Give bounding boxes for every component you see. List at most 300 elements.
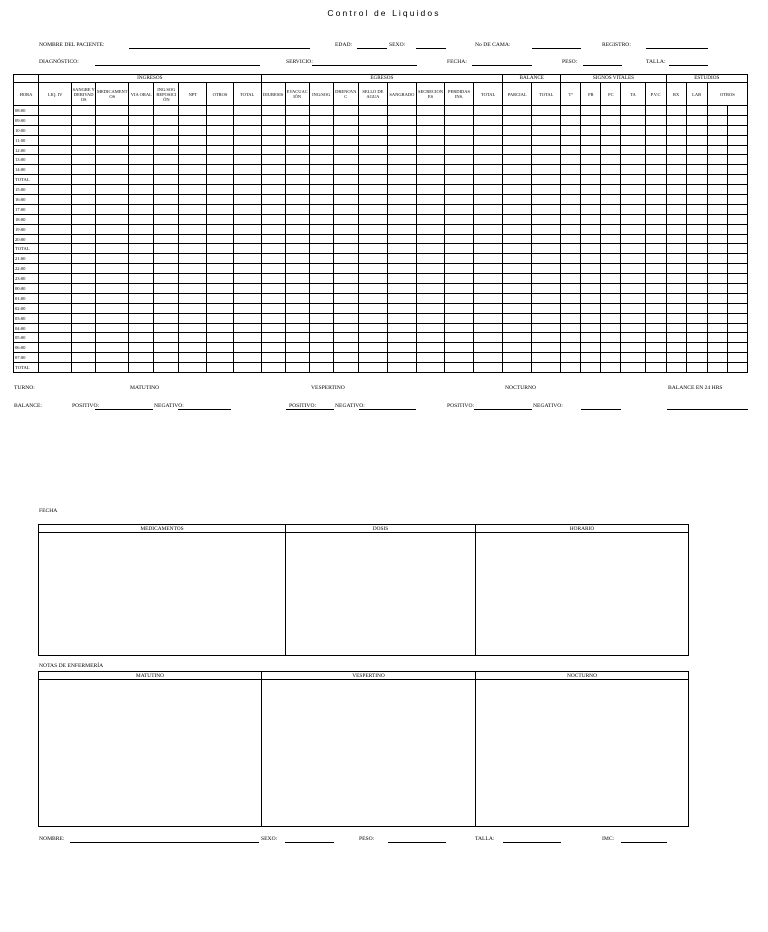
entry-cell[interactable] (39, 284, 72, 294)
bed-field[interactable] (532, 48, 581, 49)
entry-cell[interactable] (129, 185, 154, 195)
entry-cell[interactable] (207, 195, 233, 205)
entry-cell[interactable] (261, 165, 285, 175)
entry-cell[interactable] (601, 135, 621, 145)
entry-cell[interactable] (387, 214, 416, 224)
entry-cell[interactable] (72, 204, 96, 214)
entry-cell[interactable] (285, 254, 309, 264)
entry-cell[interactable] (561, 234, 581, 244)
entry-cell[interactable] (707, 165, 727, 175)
entry-cell[interactable] (532, 274, 561, 284)
entry-cell[interactable] (686, 343, 707, 353)
entry-cell[interactable] (727, 293, 747, 303)
entry-cell[interactable] (503, 313, 532, 323)
entry-cell[interactable] (261, 264, 285, 274)
entry-cell[interactable] (207, 234, 233, 244)
entry-cell[interactable] (707, 185, 727, 195)
entry-cell[interactable] (261, 313, 285, 323)
entry-cell[interactable] (503, 343, 532, 353)
entry-cell[interactable] (581, 313, 601, 323)
entry-cell[interactable] (445, 106, 474, 116)
entry-cell[interactable] (601, 353, 621, 363)
entry-cell[interactable] (416, 135, 444, 145)
entry-cell[interactable] (333, 214, 358, 224)
entry-cell[interactable] (387, 264, 416, 274)
entry-cell[interactable] (129, 125, 154, 135)
entry-cell[interactable] (621, 244, 645, 254)
entry-cell[interactable] (285, 353, 309, 363)
entry-cell[interactable] (154, 343, 179, 353)
entry-cell[interactable] (727, 333, 747, 343)
entry-cell[interactable] (416, 254, 444, 264)
entry-cell[interactable] (309, 165, 333, 175)
entry-cell[interactable] (532, 284, 561, 294)
entry-cell[interactable] (233, 293, 261, 303)
entry-cell[interactable] (645, 284, 666, 294)
entry-cell[interactable] (333, 155, 358, 165)
entry-cell[interactable] (233, 214, 261, 224)
entry-cell[interactable] (581, 264, 601, 274)
entry-cell[interactable] (707, 204, 727, 214)
entry-cell[interactable] (39, 234, 72, 244)
entry-cell[interactable] (233, 323, 261, 333)
entry-cell[interactable] (666, 293, 686, 303)
entry-cell[interactable] (445, 214, 474, 224)
entry-cell[interactable] (645, 274, 666, 284)
footer-name-field[interactable] (70, 842, 259, 843)
entry-cell[interactable] (621, 343, 645, 353)
entry-cell[interactable] (666, 204, 686, 214)
entry-cell[interactable] (445, 284, 474, 294)
entry-cell[interactable] (727, 224, 747, 234)
entry-cell[interactable] (445, 254, 474, 264)
entry-cell[interactable] (261, 185, 285, 195)
entry-cell[interactable] (154, 234, 179, 244)
entry-cell[interactable] (601, 284, 621, 294)
entry-cell[interactable] (309, 195, 333, 205)
entry-cell[interactable] (503, 125, 532, 135)
entry-cell[interactable] (207, 125, 233, 135)
entry-cell[interactable] (96, 195, 129, 205)
entry-cell[interactable] (645, 115, 666, 125)
entry-cell[interactable] (387, 363, 416, 373)
entry-cell[interactable] (179, 175, 207, 185)
entry-cell[interactable] (416, 214, 444, 224)
entry-cell[interactable] (233, 284, 261, 294)
entry-cell[interactable] (666, 185, 686, 195)
entry-cell[interactable] (207, 254, 233, 264)
entry-cell[interactable] (727, 234, 747, 244)
entry-cell[interactable] (72, 284, 96, 294)
entry-cell[interactable] (645, 195, 666, 205)
entry-cell[interactable] (727, 155, 747, 165)
entry-cell[interactable] (645, 333, 666, 343)
entry-cell[interactable] (474, 145, 503, 155)
entry-cell[interactable] (707, 284, 727, 294)
entry-cell[interactable] (416, 155, 444, 165)
entry-cell[interactable] (39, 264, 72, 274)
entry-cell[interactable] (179, 234, 207, 244)
entry-cell[interactable] (666, 135, 686, 145)
entry-cell[interactable] (645, 363, 666, 373)
entry-cell[interactable] (581, 234, 601, 244)
entry-cell[interactable] (707, 323, 727, 333)
entry-cell[interactable] (309, 204, 333, 214)
entry-cell[interactable] (645, 165, 666, 175)
entry-cell[interactable] (358, 284, 387, 294)
entry-cell[interactable] (179, 185, 207, 195)
entry-cell[interactable] (39, 106, 72, 116)
entry-cell[interactable] (707, 313, 727, 323)
entry-cell[interactable] (233, 204, 261, 214)
entry-cell[interactable] (532, 135, 561, 145)
entry-cell[interactable] (333, 195, 358, 205)
entry-cell[interactable] (503, 224, 532, 234)
entry-cell[interactable] (666, 353, 686, 363)
entry-cell[interactable] (96, 353, 129, 363)
entry-cell[interactable] (333, 125, 358, 135)
entry-cell[interactable] (686, 165, 707, 175)
entry-cell[interactable] (532, 313, 561, 323)
entry-cell[interactable] (474, 115, 503, 125)
entry-cell[interactable] (261, 214, 285, 224)
entry-cell[interactable] (129, 145, 154, 155)
entry-cell[interactable] (309, 135, 333, 145)
entry-cell[interactable] (707, 353, 727, 363)
entry-cell[interactable] (233, 234, 261, 244)
entry-cell[interactable] (727, 353, 747, 363)
entry-cell[interactable] (621, 254, 645, 264)
entry-cell[interactable] (387, 274, 416, 284)
entry-cell[interactable] (154, 145, 179, 155)
entry-cell[interactable] (686, 333, 707, 343)
entry-cell[interactable] (129, 293, 154, 303)
entry-cell[interactable] (581, 204, 601, 214)
entry-cell[interactable] (333, 175, 358, 185)
entry-cell[interactable] (727, 214, 747, 224)
entry-cell[interactable] (445, 244, 474, 254)
entry-cell[interactable] (707, 363, 727, 373)
entry-cell[interactable] (686, 145, 707, 155)
entry-cell[interactable] (285, 343, 309, 353)
entry-cell[interactable] (727, 175, 747, 185)
entry-cell[interactable] (96, 293, 129, 303)
entry-cell[interactable] (233, 224, 261, 234)
notes-nocturno-area[interactable] (476, 680, 689, 827)
entry-cell[interactable] (129, 303, 154, 313)
entry-cell[interactable] (561, 115, 581, 125)
entry-cell[interactable] (621, 363, 645, 373)
entry-cell[interactable] (645, 125, 666, 135)
entry-cell[interactable] (532, 293, 561, 303)
entry-cell[interactable] (532, 353, 561, 363)
entry-cell[interactable] (416, 284, 444, 294)
entry-cell[interactable] (601, 244, 621, 254)
entry-cell[interactable] (621, 135, 645, 145)
entry-cell[interactable] (129, 204, 154, 214)
entry-cell[interactable] (333, 303, 358, 313)
entry-cell[interactable] (233, 106, 261, 116)
entry-cell[interactable] (645, 293, 666, 303)
entry-cell[interactable] (387, 185, 416, 195)
entry-cell[interactable] (727, 204, 747, 214)
entry-cell[interactable] (503, 165, 532, 175)
entry-cell[interactable] (601, 254, 621, 264)
entry-cell[interactable] (686, 115, 707, 125)
entry-cell[interactable] (309, 303, 333, 313)
entry-cell[interactable] (686, 175, 707, 185)
nocturno-negativo-field[interactable] (581, 409, 621, 410)
entry-cell[interactable] (601, 195, 621, 205)
entry-cell[interactable] (416, 115, 444, 125)
vespertino-positivo-field[interactable] (286, 409, 334, 410)
entry-cell[interactable] (532, 125, 561, 135)
entry-cell[interactable] (358, 244, 387, 254)
entry-cell[interactable] (154, 254, 179, 264)
entry-cell[interactable] (474, 303, 503, 313)
entry-cell[interactable] (445, 155, 474, 165)
entry-cell[interactable] (233, 333, 261, 343)
entry-cell[interactable] (707, 155, 727, 165)
entry-cell[interactable] (358, 234, 387, 244)
entry-cell[interactable] (358, 214, 387, 224)
entry-cell[interactable] (416, 264, 444, 274)
entry-cell[interactable] (309, 155, 333, 165)
entry-cell[interactable] (532, 254, 561, 264)
entry-cell[interactable] (561, 254, 581, 264)
entry-cell[interactable] (707, 293, 727, 303)
entry-cell[interactable] (72, 175, 96, 185)
entry-cell[interactable] (233, 115, 261, 125)
entry-cell[interactable] (666, 155, 686, 165)
entry-cell[interactable] (96, 234, 129, 244)
entry-cell[interactable] (309, 185, 333, 195)
entry-cell[interactable] (666, 343, 686, 353)
entry-cell[interactable] (358, 145, 387, 155)
entry-cell[interactable] (621, 115, 645, 125)
weight-field[interactable] (583, 65, 622, 66)
entry-cell[interactable] (686, 125, 707, 135)
entry-cell[interactable] (333, 284, 358, 294)
entry-cell[interactable] (621, 293, 645, 303)
entry-cell[interactable] (581, 224, 601, 234)
footer-imc-field[interactable] (621, 842, 667, 843)
entry-cell[interactable] (285, 303, 309, 313)
entry-cell[interactable] (333, 204, 358, 214)
notes-matutino-area[interactable] (39, 680, 262, 827)
entry-cell[interactable] (129, 106, 154, 116)
entry-cell[interactable] (532, 303, 561, 313)
entry-cell[interactable] (96, 264, 129, 274)
entry-cell[interactable] (416, 353, 444, 363)
entry-cell[interactable] (387, 284, 416, 294)
entry-cell[interactable] (154, 293, 179, 303)
entry-cell[interactable] (39, 204, 72, 214)
entry-cell[interactable] (445, 195, 474, 205)
entry-cell[interactable] (645, 214, 666, 224)
entry-cell[interactable] (358, 333, 387, 343)
entry-cell[interactable] (358, 175, 387, 185)
entry-cell[interactable] (645, 155, 666, 165)
entry-cell[interactable] (727, 284, 747, 294)
entry-cell[interactable] (445, 145, 474, 155)
entry-cell[interactable] (416, 106, 444, 116)
entry-cell[interactable] (207, 145, 233, 155)
entry-cell[interactable] (621, 175, 645, 185)
entry-cell[interactable] (309, 363, 333, 373)
entry-cell[interactable] (129, 234, 154, 244)
entry-cell[interactable] (233, 165, 261, 175)
entry-cell[interactable] (285, 135, 309, 145)
entry-cell[interactable] (72, 323, 96, 333)
entry-cell[interactable] (233, 274, 261, 284)
entry-cell[interactable] (601, 264, 621, 274)
entry-cell[interactable] (333, 254, 358, 264)
entry-cell[interactable] (666, 264, 686, 274)
entry-cell[interactable] (666, 323, 686, 333)
entry-cell[interactable] (233, 185, 261, 195)
entry-cell[interactable] (179, 323, 207, 333)
entry-cell[interactable] (309, 274, 333, 284)
entry-cell[interactable] (561, 323, 581, 333)
entry-cell[interactable] (387, 115, 416, 125)
entry-cell[interactable] (129, 274, 154, 284)
entry-cell[interactable] (474, 343, 503, 353)
entry-cell[interactable] (207, 274, 233, 284)
entry-cell[interactable] (154, 303, 179, 313)
entry-cell[interactable] (285, 244, 309, 254)
entry-cell[interactable] (39, 313, 72, 323)
entry-cell[interactable] (621, 284, 645, 294)
entry-cell[interactable] (601, 145, 621, 155)
entry-cell[interactable] (474, 125, 503, 135)
entry-cell[interactable] (503, 214, 532, 224)
entry-cell[interactable] (285, 333, 309, 343)
entry-cell[interactable] (207, 333, 233, 343)
entry-cell[interactable] (72, 303, 96, 313)
entry-cell[interactable] (561, 274, 581, 284)
entry-cell[interactable] (285, 204, 309, 214)
entry-cell[interactable] (621, 333, 645, 343)
entry-cell[interactable] (503, 323, 532, 333)
entry-cell[interactable] (474, 333, 503, 343)
entry-cell[interactable] (129, 343, 154, 353)
entry-cell[interactable] (561, 145, 581, 155)
entry-cell[interactable] (39, 333, 72, 343)
entry-cell[interactable] (503, 135, 532, 145)
entry-cell[interactable] (96, 313, 129, 323)
nocturno-positivo-field[interactable] (474, 409, 532, 410)
entry-cell[interactable] (727, 165, 747, 175)
entry-cell[interactable] (129, 165, 154, 175)
entry-cell[interactable] (601, 185, 621, 195)
entry-cell[interactable] (645, 323, 666, 333)
entry-cell[interactable] (581, 195, 601, 205)
entry-cell[interactable] (309, 234, 333, 244)
entry-cell[interactable] (261, 234, 285, 244)
entry-cell[interactable] (129, 135, 154, 145)
entry-cell[interactable] (445, 264, 474, 274)
entry-cell[interactable] (474, 284, 503, 294)
entry-cell[interactable] (387, 224, 416, 234)
entry-cell[interactable] (532, 244, 561, 254)
entry-cell[interactable] (72, 214, 96, 224)
entry-cell[interactable] (233, 135, 261, 145)
entry-cell[interactable] (601, 175, 621, 185)
entry-cell[interactable] (179, 214, 207, 224)
entry-cell[interactable] (621, 323, 645, 333)
entry-cell[interactable] (503, 175, 532, 185)
entry-cell[interactable] (233, 125, 261, 135)
entry-cell[interactable] (416, 234, 444, 244)
entry-cell[interactable] (621, 264, 645, 274)
entry-cell[interactable] (532, 343, 561, 353)
entry-cell[interactable] (72, 195, 96, 205)
entry-cell[interactable] (532, 323, 561, 333)
entry-cell[interactable] (727, 313, 747, 323)
entry-cell[interactable] (96, 363, 129, 373)
entry-cell[interactable] (285, 323, 309, 333)
entry-cell[interactable] (666, 145, 686, 155)
entry-cell[interactable] (309, 313, 333, 323)
entry-cell[interactable] (358, 274, 387, 284)
entry-cell[interactable] (503, 293, 532, 303)
entry-cell[interactable] (39, 145, 72, 155)
entry-cell[interactable] (503, 264, 532, 274)
entry-cell[interactable] (72, 293, 96, 303)
entry-cell[interactable] (154, 195, 179, 205)
entry-cell[interactable] (416, 293, 444, 303)
entry-cell[interactable] (666, 363, 686, 373)
entry-cell[interactable] (645, 264, 666, 274)
entry-cell[interactable] (666, 274, 686, 284)
entry-cell[interactable] (179, 293, 207, 303)
entry-cell[interactable] (727, 363, 747, 373)
entry-cell[interactable] (503, 363, 532, 373)
entry-cell[interactable] (445, 274, 474, 284)
entry-cell[interactable] (179, 274, 207, 284)
entry-cell[interactable] (333, 333, 358, 343)
entry-cell[interactable] (503, 145, 532, 155)
entry-cell[interactable] (621, 234, 645, 244)
entry-cell[interactable] (445, 125, 474, 135)
matutino-negativo-field[interactable] (178, 409, 231, 410)
entry-cell[interactable] (261, 343, 285, 353)
entry-cell[interactable] (39, 244, 72, 254)
entry-cell[interactable] (445, 323, 474, 333)
entry-cell[interactable] (416, 224, 444, 234)
entry-cell[interactable] (474, 313, 503, 323)
entry-cell[interactable] (445, 363, 474, 373)
entry-cell[interactable] (561, 106, 581, 116)
entry-cell[interactable] (179, 303, 207, 313)
entry-cell[interactable] (333, 264, 358, 274)
entry-cell[interactable] (581, 106, 601, 116)
entry-cell[interactable] (707, 264, 727, 274)
entry-cell[interactable] (581, 274, 601, 284)
entry-cell[interactable] (358, 155, 387, 165)
entry-cell[interactable] (581, 214, 601, 224)
entry-cell[interactable] (686, 195, 707, 205)
entry-cell[interactable] (666, 165, 686, 175)
entry-cell[interactable] (261, 135, 285, 145)
entry-cell[interactable] (474, 244, 503, 254)
entry-cell[interactable] (581, 175, 601, 185)
entry-cell[interactable] (621, 185, 645, 195)
entry-cell[interactable] (261, 145, 285, 155)
entry-cell[interactable] (416, 165, 444, 175)
entry-cell[interactable] (72, 135, 96, 145)
